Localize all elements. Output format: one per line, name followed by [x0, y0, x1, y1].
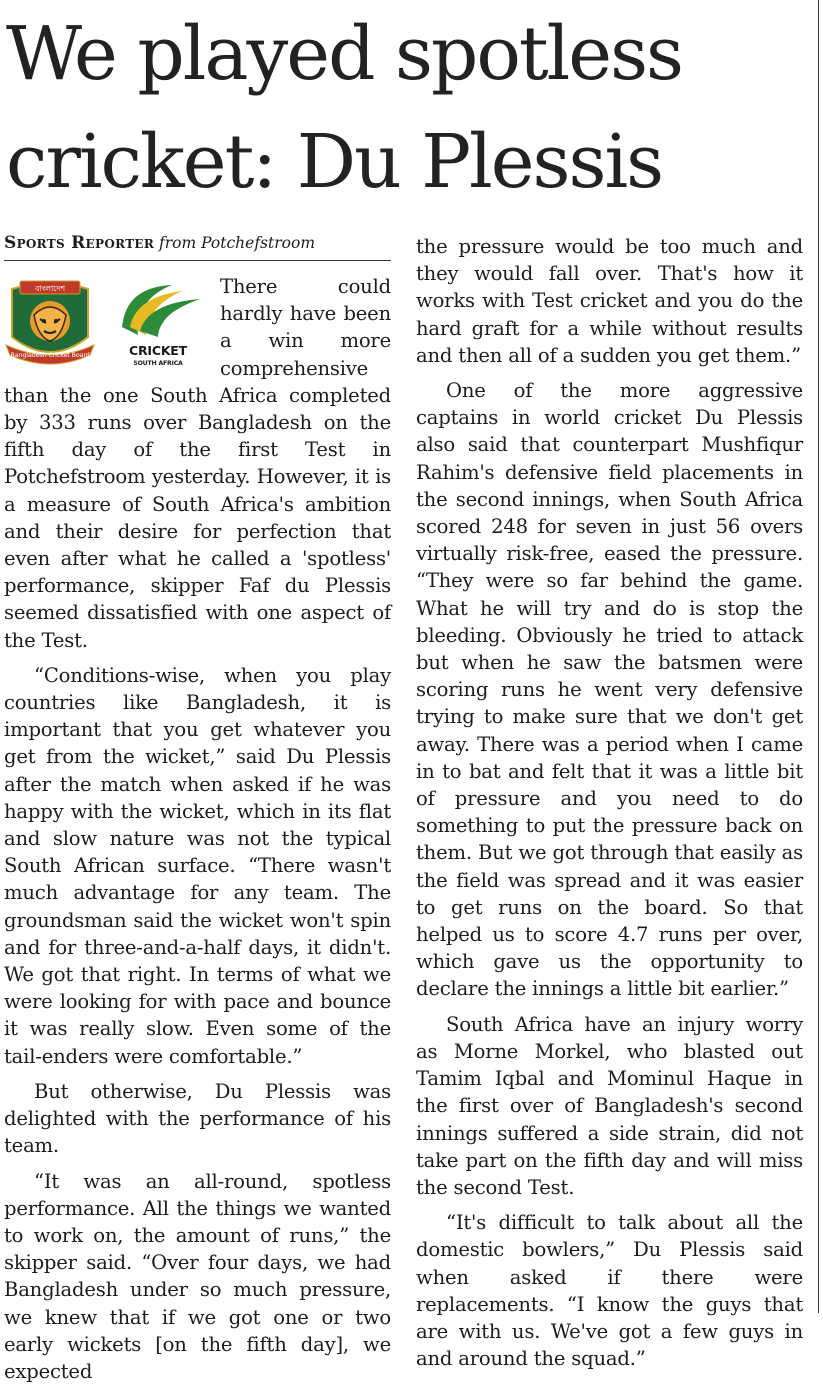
team-logos — [4, 273, 214, 373]
paragraph-5: the pressure would be too much and they would fall over. That's how it works with Test cricket and you do the hard graft for a while without results and then all of a sudden you get them.” — [416, 235, 803, 367]
csa-title: CRICKET — [129, 343, 187, 358]
article-column-right — [416, 233, 803, 1380]
paragraph-2: “Conditions-wise, when you play countries like Bangladesh, it is important that you get whatever you get from the wicket,” said Du Plessis after the match when asked if he was happy with the wicket, which in its flat and slow nature was not the typical South African surface. “There wasn't much advantage for any team. The groundsman said the wicket won't spin and for three-and-a-half days, it didn't. We got that right. In terms of what we were looking for with pace and bounce it was really slow. Even some of the tail-enders were comfortable.” — [4, 663, 391, 1068]
headline-line-1: We played spotless — [6, 11, 683, 97]
bangladesh-cricket-board-logo — [4, 275, 96, 369]
bcb-banner-text: Bangladesh Cricket Board — [10, 351, 90, 359]
byline-place: from Potchefstroom — [159, 234, 316, 252]
csa-subtitle: SOUTH AFRICA — [133, 360, 183, 367]
paragraph-8: “It's difficult to talk about all the domestic bowlers,” Du Plessis said when asked if there were replacements. “I know the guys that are with us. We've got a few guys in and around the squad.” — [416, 1211, 803, 1371]
paragraph-1: There could hardly have been a win more comprehensive than the one South Africa completed by 333 runs over Bangladesh on the fifth day of the first Test in Potchefstroom yesterday. However, it is a measure of South Africa's ambition and their desire for perfection that even after what he called a 'spotless' performance, skipper Faf du Plessis seemed dissatisfied with one aspect of the Test. — [4, 275, 391, 652]
column-rule — [818, 0, 819, 1313]
cricket-south-africa-logo — [112, 277, 208, 369]
byline — [4, 230, 391, 261]
paragraph-7: South Africa have an injury worry as Morne Morkel, who blasted out Tamim Iqbal and Mominul Haque in the first over of Bangladesh's second innings suffered a side strain, did not take part on the fifth day and will miss the second Test. — [416, 1012, 803, 1199]
headline-line-2: cricket: Du Plessis — [6, 119, 663, 205]
paragraph-3: But otherwise, Du Plessis was delighted with the performance of his team. — [4, 1079, 391, 1158]
article-column-left — [4, 230, 391, 1393]
paragraph-4: “It was an all-round, spotless performance. All the things we wanted to work on, the amount of runs,” the skipper said. “Over four days, we had Bangladesh under so much pressure, we knew that if we got one or two early wickets [on the fifth day], we expected — [4, 1169, 391, 1383]
headline — [6, 0, 806, 216]
paragraph-6: One of the more aggressive captains in world cricket Du Plessis also said that counterpart Mushfiqur Rahim's defensive field placements in the second innings, when South Africa scored 248 for seven in just 56 overs virtually risk-free, eased the pressure. “They were so far behind the game. What he will try and do is stop the bleeding. Obviously he tried to attack but when he saw the batsmen were scoring runs he went very defensive trying to make sure that we don't get away. There was a period when I came in to bat and felt that it was a little bit of pressure and you need to do something to put the pressure back on them. But we got through that easily as the field was spread and it was easier to get runs on the board. So that helped us to score 4.7 runs per over, which gave us the opportunity to declare the innings a little bit earlier.” — [416, 379, 803, 1001]
byline-reporter: Sports Reporter — [4, 233, 155, 253]
bcb-bangla-text: বাংলাদেশ — [35, 284, 65, 293]
